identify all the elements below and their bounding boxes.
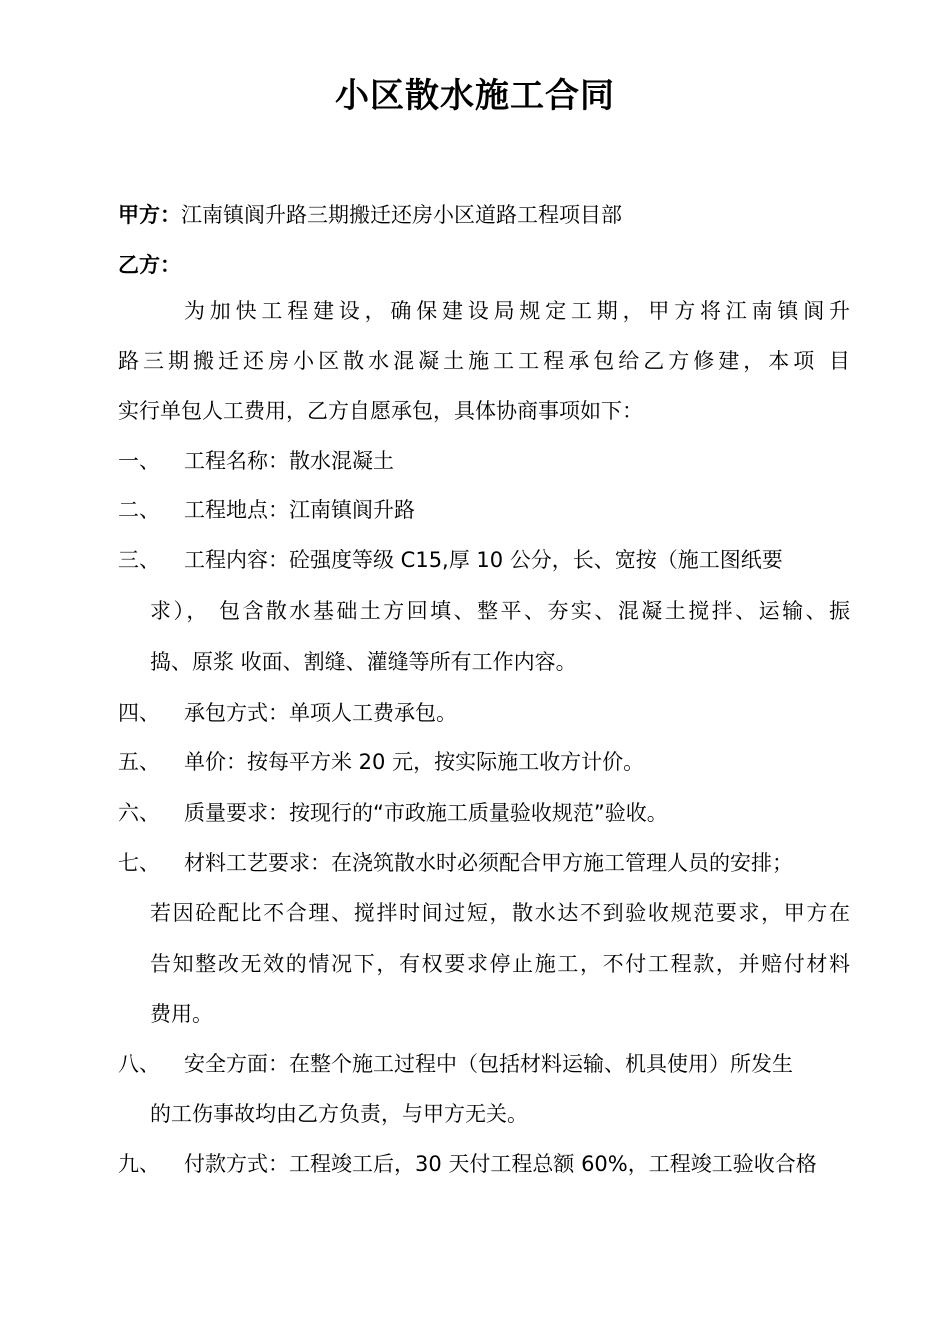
clause-number: 二、	[118, 498, 160, 522]
clause-text: 工程地点：江南镇阆升路	[184, 498, 415, 522]
clause-8-line-2: 的工伤事故均由乙方负责，与甲方无关。	[150, 1102, 528, 1126]
clause-text: 承包方式：单项人工费承包。	[184, 701, 457, 725]
party-a-label: 甲方：	[118, 203, 181, 227]
clause-text: 质量要求：按现行的“市政施工质量验收规范”验收。	[184, 801, 668, 825]
clause-9	[118, 1149, 817, 1179]
clause-6	[118, 798, 668, 828]
clause-7-line-2: 若因砼配比不合理、搅拌时间过短，散水达不到验收规范要求，甲方在	[150, 901, 850, 925]
clause-4	[118, 698, 457, 728]
clause-number: 三、	[118, 548, 160, 572]
clause-8	[118, 1049, 793, 1079]
party-b-label: 乙方：	[118, 253, 181, 277]
clause-number: 五、	[118, 750, 160, 774]
party-a-value: 江南镇阆升路三期搬迁还房小区道路工程项目部	[181, 203, 622, 227]
clause-text: 材料工艺要求：在浇筑散水时必须配合甲方施工管理人员的安排；	[184, 851, 793, 875]
clause-number: 四、	[118, 701, 160, 725]
clause-7-line-3: 告知整改无效的情况下，有权要求停止施工，不付工程款，并赔付材料	[150, 952, 850, 976]
intro-line-2: 路三期搬迁还房小区散水混凝土施工工程承包给乙方修建，本项 目	[118, 349, 850, 373]
clause-3-line-3: 捣、原浆 收面、割缝、灌缝等所有工作内容。	[150, 650, 577, 674]
clause-7-line-4: 费用。	[150, 1002, 213, 1026]
clause-1	[118, 446, 394, 476]
intro-line-3: 实行单包人工费用，乙方自愿承包，具体协商事项如下：	[118, 399, 643, 423]
clause-number: 一、	[118, 449, 160, 473]
clause-7	[118, 848, 793, 878]
clause-text: 工程名称：散水混凝土	[184, 449, 394, 473]
intro-line-1: 为加快工程建设，确保建设局规定工期，甲方将江南镇阆升	[184, 299, 850, 323]
clause-text: 付款方式：工程竣工后，30 天付工程总额 60%，工程竣工验收合格	[184, 1152, 817, 1176]
clause-text: 工程内容：砼强度等级 C15,厚 10 公分，长、宽按（施工图纸要	[184, 548, 783, 572]
clause-number: 八、	[118, 1052, 160, 1076]
clause-3-line-2: 求）， 包含散水基础土方回填、整平、夯实、混凝土搅拌、运输、振	[150, 599, 850, 623]
party-a-line	[118, 200, 622, 230]
clause-number: 七、	[118, 851, 160, 875]
clause-3	[118, 545, 783, 575]
clause-number: 九、	[118, 1152, 160, 1176]
clause-2	[118, 495, 415, 525]
clause-text: 单价：按每平方米 20 元，按实际施工收方计价。	[184, 750, 645, 774]
clause-5	[118, 747, 644, 777]
clause-number: 六、	[118, 801, 160, 825]
party-b-line	[118, 250, 181, 280]
document-title: 小区散水施工合同	[335, 76, 615, 116]
clause-text: 安全方面：在整个施工过程中（包括材料运输、机具使用）所发生	[184, 1052, 793, 1076]
